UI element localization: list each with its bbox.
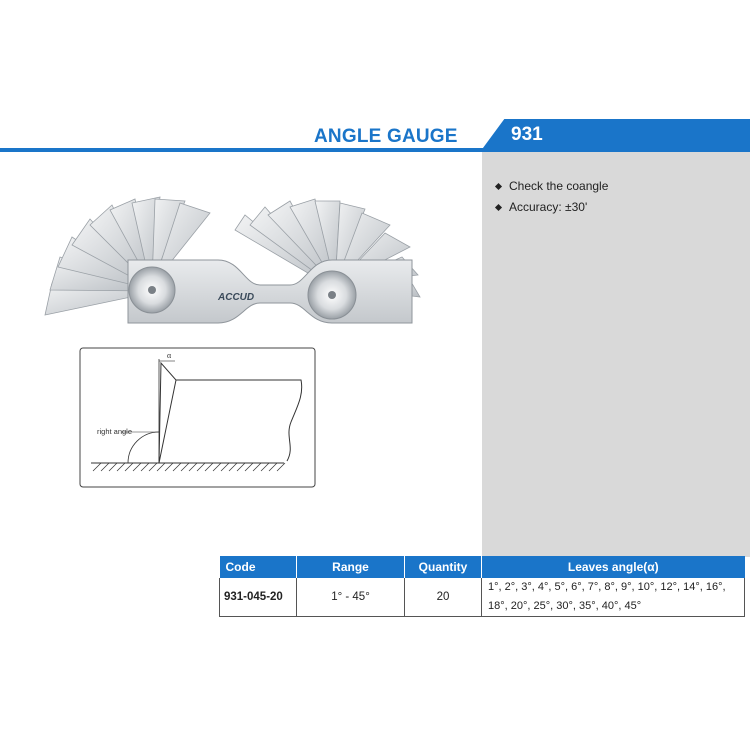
- cell-quantity: 20: [405, 578, 482, 617]
- spec-table: [219, 556, 745, 617]
- product-code: 931: [511, 124, 543, 145]
- table-header-row: [220, 556, 745, 578]
- col-header-code: Code: [220, 556, 297, 578]
- cell-range: 1° - 45°: [297, 578, 405, 617]
- col-header-range: Range: [297, 556, 405, 578]
- feature-item: Accuracy: ±30': [494, 201, 608, 213]
- table-row: [220, 578, 745, 617]
- usage-diagram: [79, 347, 316, 488]
- page-title: ANGLE GAUGE: [314, 126, 458, 147]
- alpha-label: α: [167, 351, 172, 360]
- col-header-quantity: Quantity: [405, 556, 482, 578]
- feature-item: Check the coangle: [494, 180, 608, 192]
- header-rule: [0, 148, 486, 152]
- bullet-icon: [495, 182, 502, 189]
- right-angle-label: right angle: [97, 427, 133, 436]
- cell-leaves: 1°, 2°, 3°, 4°, 5°, 6°, 7°, 8°, 9°, 10°, 12°, 14°, 16°, 18°, 20°, 25°, 30°, 35°, 40°, 45°: [482, 578, 745, 617]
- col-header-leaves: Leaves angle(α): [482, 556, 745, 578]
- product-photo: [40, 185, 430, 330]
- feature-list: [494, 180, 608, 222]
- cell-code: 931-045-20: [220, 578, 297, 617]
- bullet-icon: [495, 203, 502, 210]
- brand-logo: ACCUD: [218, 292, 255, 303]
